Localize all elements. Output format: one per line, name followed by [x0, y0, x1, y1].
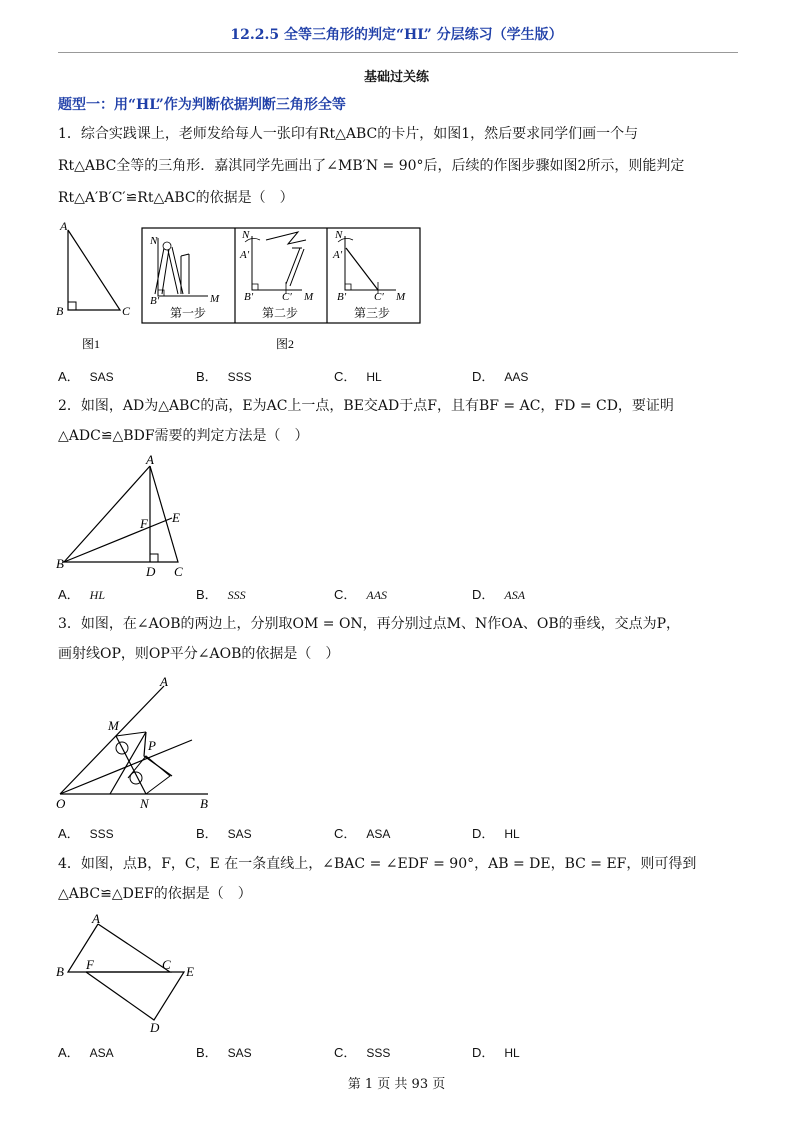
q4-line2: △ABC≌△DEF的依据是（ ） [58, 886, 252, 902]
step-3-panel [332, 229, 406, 320]
step2-label-c: C′ [282, 291, 292, 303]
fig4-label-n: N [140, 796, 149, 811]
page-footer: 第 1 页 共 93 页 [347, 1077, 446, 1092]
step2-label-n: N [242, 229, 250, 241]
fig5-label-d: D [150, 1020, 160, 1035]
fig5-label-e: E [186, 964, 194, 979]
step3-label-m: M [396, 291, 406, 303]
q1-option-b[interactable]: B． SSS [196, 369, 252, 384]
fig3-label-c: C [174, 564, 183, 577]
q4-line1: 4．如图，点B，F，C，E 在一条直线上，∠BAC = ∠EDF = 90°，AB = DE，BC = EF，则可得到 [58, 856, 697, 872]
q3-line2: 画射线OP，则OP平分∠AOB的依据是（ ） [58, 646, 340, 662]
step1-label-m: M [210, 293, 220, 305]
q3-option-d[interactable]: D． HL [472, 826, 520, 841]
step-1-panel [149, 235, 220, 320]
fig1-label-a: A [60, 219, 68, 233]
fig4-label-m: M [108, 718, 119, 733]
q4-option-a[interactable]: A． ASA [58, 1045, 114, 1060]
q2-option-c[interactable]: C． AAS [334, 587, 388, 602]
step-1-caption: 第一步 [170, 306, 207, 320]
fig1-caption: 图1 [82, 337, 101, 351]
step-2-caption: 第二步 [262, 306, 299, 320]
q3-line1: 3．如图，在∠AOB的两边上，分别取OM = ON，再分别过点M、N作OA、OB的垂线，交点为P， [58, 616, 681, 632]
q2-option-b[interactable]: B． SSS [196, 587, 246, 602]
step1-label-b: B′ [150, 295, 160, 307]
header-divider [58, 52, 738, 53]
q3-figure [50, 672, 220, 812]
q2-line1: 2．如图，AD为△ABC的高，E为AC上一点，BE交AD于点F，且有BF = AC，FD = CD，要证明 [58, 398, 674, 414]
step3-label-b: B′ [337, 291, 347, 303]
fig1-label-c: C [122, 304, 131, 318]
q1-line2: Rt△ABC全等的三角形．嘉淇同学先画出了∠MB′N = 90°后，后续的作图步骤如图2所示，则能判定 [58, 158, 685, 174]
step-3-caption: 第三步 [354, 306, 391, 320]
q2-line2: △ADC≌△BDF需要的判定方法是（ ） [58, 428, 309, 444]
section-title: 基础过关练 [363, 70, 429, 85]
q1-line1: 1．综合实践课上，老师发给每人一张印有Rt△ABC的卡片，如图1，然后要求同学们画一个与 [58, 126, 639, 142]
q4-option-b[interactable]: B． SAS [196, 1045, 252, 1060]
fig4-label-p: P [148, 738, 156, 753]
figure-2-steps [142, 228, 420, 351]
q2-option-d[interactable]: D． ASA [472, 587, 526, 602]
question-type-title: 题型一：用“HL”作为判断依据判断三角形全等 [58, 97, 346, 113]
step3-label-c: C′ [374, 291, 384, 303]
fig3-label-f: F [140, 516, 148, 531]
fig3-label-b: B [56, 556, 64, 571]
step2-label-a: A′ [240, 249, 250, 261]
fig1-label-b: B [56, 304, 64, 318]
step2-label-m: M [304, 291, 314, 303]
step-2-panel [239, 229, 314, 320]
step3-label-n: N [335, 229, 343, 241]
q3-option-a[interactable]: A． SSS [58, 826, 114, 841]
fig4-label-b: B [200, 796, 208, 811]
fig5-label-f: F [86, 957, 94, 972]
q4-option-d[interactable]: D． HL [472, 1045, 520, 1060]
q3-option-c[interactable]: C． ASA [334, 826, 391, 841]
q3-option-b[interactable]: B． SAS [196, 826, 252, 841]
q1-line3: Rt△A′B′C′≌Rt△ABC的依据是（ ） [58, 190, 294, 206]
fig5-label-b: B [56, 964, 64, 979]
q1-option-a[interactable]: A． SAS [58, 369, 114, 384]
fig3-label-e: E [172, 510, 180, 525]
q1-option-d[interactable]: D． AAS [472, 369, 529, 384]
q4-option-c[interactable]: C． SSS [334, 1045, 391, 1060]
q2-option-a[interactable]: A． HL [58, 587, 106, 602]
fig5-label-a: A [92, 911, 100, 926]
step1-label-n: N [150, 235, 158, 247]
fig3-label-a: A [146, 452, 154, 467]
step3-label-a: A′ [333, 249, 343, 261]
page-header-title: 12.2.5 全等三角形的判定“HL” 分层练习（学生版） [230, 27, 563, 43]
q4-figure [50, 910, 210, 1035]
q1-figures [50, 218, 450, 358]
q1-option-c[interactable]: C． HL [334, 369, 382, 384]
fig5-label-c: C [162, 957, 171, 972]
fig2-caption: 图2 [276, 337, 295, 351]
fig4-label-o: O [56, 796, 66, 811]
fig4-label-a: A [160, 674, 168, 689]
figure-1-right-triangle [56, 219, 131, 351]
fig3-label-d: D [146, 564, 156, 577]
step2-label-b: B′ [244, 291, 254, 303]
q2-figure [50, 452, 210, 577]
